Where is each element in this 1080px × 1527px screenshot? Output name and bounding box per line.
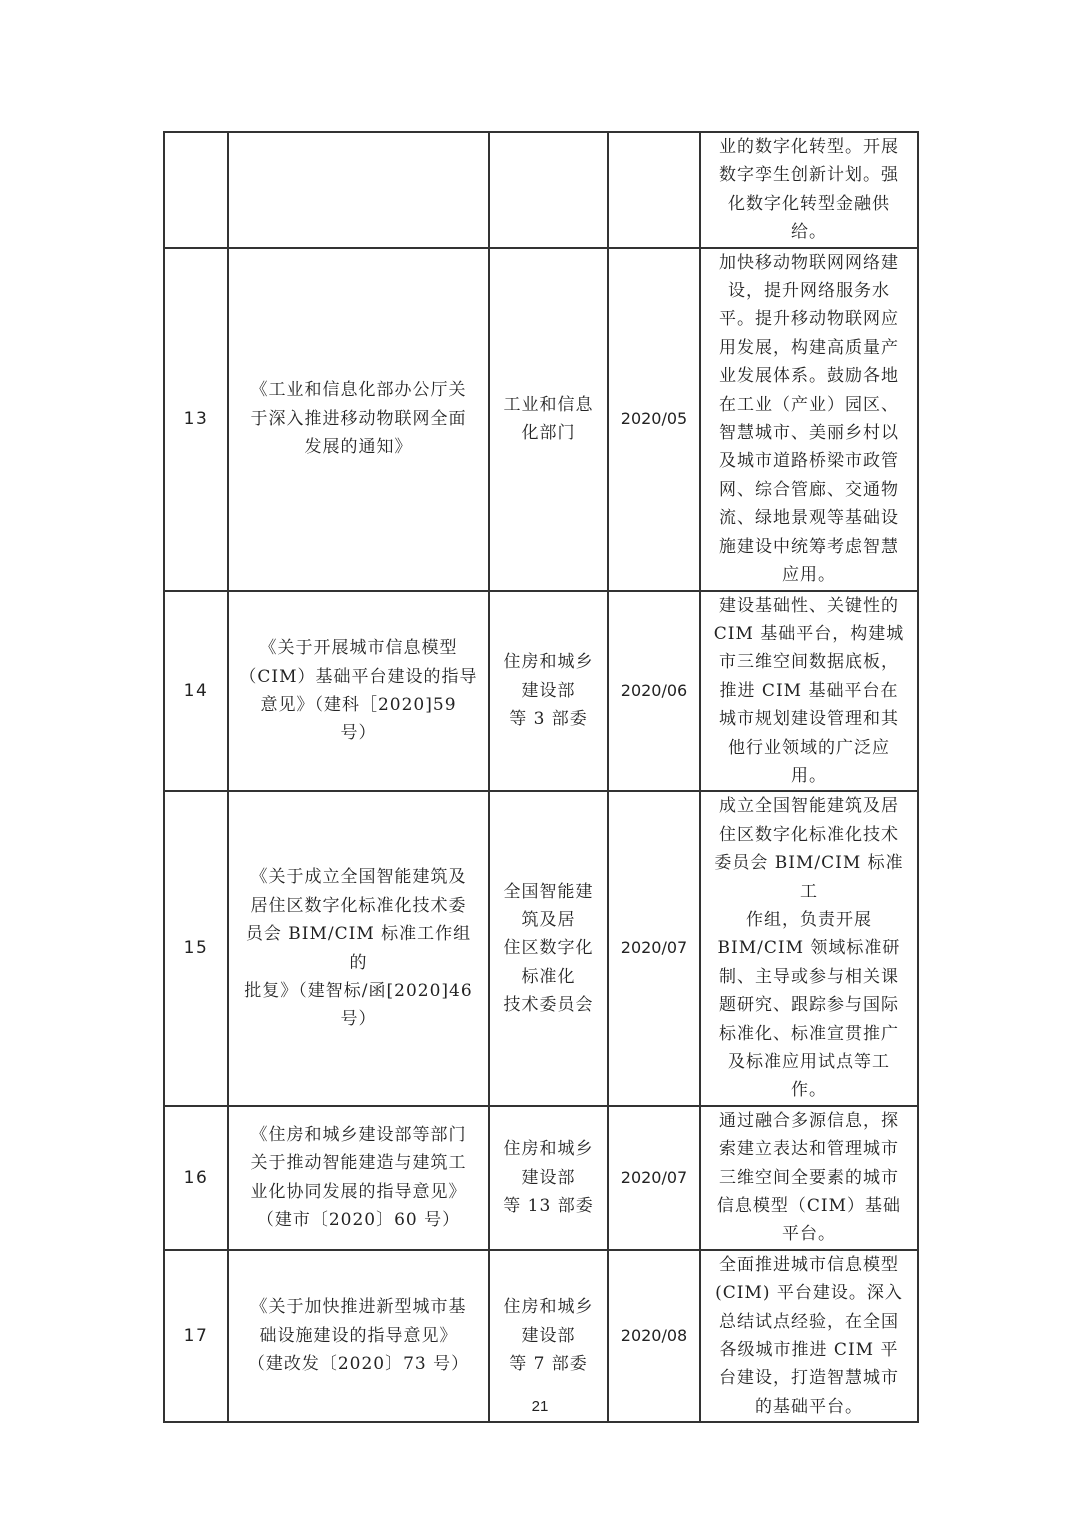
row-number: 16 (164, 1106, 228, 1250)
policy-title (228, 132, 489, 248)
page-number: 21 (531, 1398, 549, 1415)
policy-table (163, 131, 919, 1423)
issue-date: 2020/06 (608, 591, 700, 792)
issuing-department (489, 132, 608, 248)
row-number (164, 132, 228, 248)
policy-summary: 通过融合多源信息，探 索建立表达和管理城市 三维空间全要素的城市 信息模型（CIM）基础 平台。 (700, 1106, 918, 1250)
issuing-department: 住房和城乡 建设部 等 13 部委 (489, 1106, 608, 1250)
issue-date (608, 132, 700, 248)
issue-date: 2020/07 (608, 791, 700, 1105)
table-row (164, 248, 918, 591)
policy-title: 《关于成立全国智能建筑及 居住区数字化标准化技术委 员会 BIM/CIM 标准工作组的 批复》（建智标/函[2020]46 号） (228, 791, 489, 1105)
table-row (164, 791, 918, 1105)
issuing-department: 全国智能建 筑及居 住区数字化 标准化 技术委员会 (489, 791, 608, 1105)
table-row (164, 1106, 918, 1250)
policy-summary: 全面推进城市信息模型 (CIM) 平台建设。深入 总结试点经验，在全国 各级城市推进 CIM 平 台建设，打造智慧城市 的基础平台。 (700, 1250, 918, 1422)
row-number: 17 (164, 1250, 228, 1422)
issue-date: 2020/08 (608, 1250, 700, 1422)
policy-title: 《工业和信息化部办公厅关 于深入推进移动物联网全面 发展的通知》 (228, 248, 489, 591)
policy-summary: 加快移动物联网网络建 设，提升网络服务水 平。提升移动物联网应 用发展，构建高质量产 业发展体系。鼓励各地 在工业（产业）园区、 智慧城市、美丽乡村以 及城市道路桥梁市政管 网、综合管廊、交通物 流、绿地景观等基础设 施建设中统筹考虑智慧 应用。 (700, 248, 918, 591)
policy-title: 《住房和城乡建设部等部门 关于推动智能建造与建筑工 业化协同发展的指导意见》 （建市〔2020〕60 号） (228, 1106, 489, 1250)
row-number: 13 (164, 248, 228, 591)
policy-title: 《关于开展城市信息模型 （CIM）基础平台建设的指导 意见》（建科［2020]59 号） (228, 591, 489, 792)
issuing-department: 工业和信息 化部门 (489, 248, 608, 591)
row-number: 14 (164, 591, 228, 792)
policy-summary: 成立全国智能建筑及居 住区数字化标准化技术 委员会 BIM/CIM 标准工 作组，负责开展 BIM/CIM 领域标准研 制、主导或参与相关课 题研究、跟踪参与国际 标准化、标准宣贯推广 及标准应用试点等工 作。 (700, 791, 918, 1105)
policy-summary: 建设基础性、关键性的 CIM 基础平台，构建城 市三维空间数据底板， 推进 CIM 基础平台在 城市规划建设管理和其 他行业领域的广泛应 用。 (700, 591, 918, 792)
issuing-department: 住房和城乡 建设部 等 3 部委 (489, 591, 608, 792)
issue-date: 2020/05 (608, 248, 700, 591)
issuing-department: 住房和城乡 建设部 等 7 部委 (489, 1250, 608, 1422)
table-row (164, 1250, 918, 1422)
row-number: 15 (164, 791, 228, 1105)
policy-title: 《关于加快推进新型城市基 础设施建设的指导意见》 （建改发〔2020〕73 号） (228, 1250, 489, 1422)
table-row (164, 132, 918, 248)
table-row (164, 591, 918, 792)
issue-date: 2020/07 (608, 1106, 700, 1250)
policy-summary: 业的数字化转型。开展 数字孪生创新计划。强 化数字化转型金融供 给。 (700, 132, 918, 248)
